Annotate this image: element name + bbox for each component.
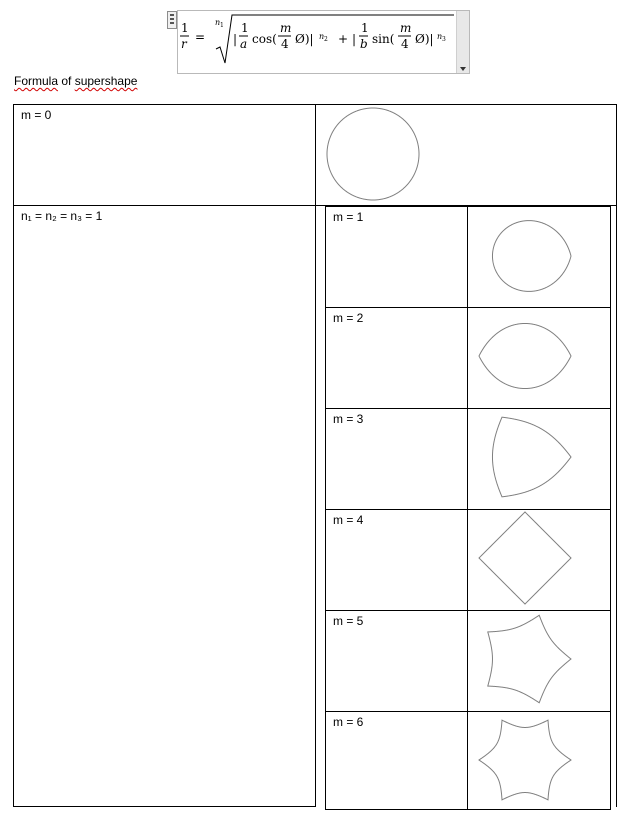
- caption-word-of: of: [58, 74, 75, 88]
- eq-term2-exp-sub: 3: [442, 36, 446, 43]
- supershape-m2: [479, 323, 571, 388]
- eq-term1-fn: cos(: [252, 32, 277, 46]
- eq-term1-num: 1: [241, 21, 249, 35]
- eq-term2-four: 4: [401, 37, 409, 51]
- eq-lhs-denominator: r: [181, 37, 187, 51]
- eq-abs-open-1: |: [233, 32, 238, 46]
- row-n-label: n₁ = n₂ = n₃ = 1: [21, 209, 103, 223]
- sub-row-label: m = 1: [333, 210, 364, 224]
- eq-term1-exp-sub: 2: [324, 36, 328, 43]
- eq-term2-num: 1: [361, 21, 369, 35]
- sub-row-label: m = 6: [333, 715, 364, 729]
- eq-term1-exp: n: [319, 32, 325, 41]
- caption-word-formula: Formula: [14, 74, 59, 88]
- eq-root-index-sub: 1: [220, 22, 224, 29]
- eq-term2-phi: Ø)|: [415, 32, 434, 46]
- eq-lhs-numerator: 1: [181, 21, 189, 35]
- sub-row-label: m = 3: [333, 412, 364, 426]
- supershape-m5: [488, 615, 571, 703]
- eq-abs-open-2: |: [352, 32, 357, 46]
- eq-term2-exp: n: [437, 32, 443, 41]
- eq-root-index: n: [215, 18, 221, 27]
- eq-plus: +: [338, 32, 349, 46]
- supershape-m4: [479, 512, 571, 604]
- supershape-m1: [492, 221, 571, 292]
- caption-word-supershape: supershape: [74, 74, 138, 88]
- eq-term1-den: a: [240, 37, 248, 51]
- eq-term1-phi: Ø)|: [295, 32, 314, 46]
- supershape-m0: [327, 108, 419, 200]
- eq-term1-four: 4: [281, 37, 289, 51]
- eq-term1-m: m: [280, 21, 292, 35]
- eq-term2-m: m: [400, 21, 412, 35]
- row-m0-label: m = 0: [21, 108, 52, 122]
- supershape-m3: [492, 417, 571, 497]
- sub-row-label: m = 2: [333, 311, 364, 325]
- supershape-m6: [479, 720, 571, 800]
- sub-row-label: m = 4: [333, 513, 364, 527]
- eq-term2-fn: sin(: [372, 32, 395, 46]
- eq-term2-den: b: [360, 37, 368, 51]
- sub-row-label: m = 5: [333, 614, 364, 628]
- eq-equals: =: [195, 30, 206, 44]
